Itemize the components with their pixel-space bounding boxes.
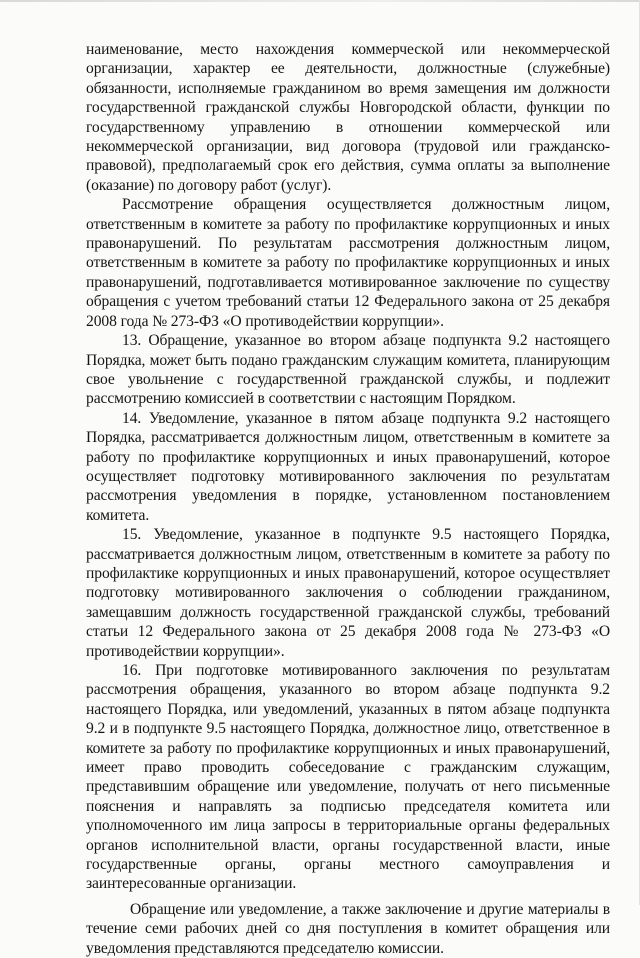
document-page [86, 40, 610, 958]
scan-top-edge [0, 0, 640, 2]
paragraph-item-14: 14. Уведомление, указанное в пятом абзаце подпункта 9.2 настоящего Порядка, рассматривается должностным лицом, ответственным в комитете за работу по профилактике коррупционных и иных правонарушений, которое осуществляет подготовку мотивированного заключения по результатам рассмотрения уведомления в порядке, установленном постановлением комитета. [86, 409, 610, 524]
paragraph-item-13: 13. Обращение, указанное во втором абзаце подпункта 9.2 настоящего Порядка, может быть подано гражданским служащим комитета, планирующим свое увольнение с государственной гражданской службы, и подлежит рассмотрению комиссией в соответствии с настоящим Порядком. [86, 332, 610, 408]
paragraph-item-16: 16. При подготовке мотивированного заключения по результатам рассмотрения обращения, указанного во втором абзаце подпункта 9.2 настоящего Порядка, или уведомлений, указанных в пятом абзаце подпункта 9.2 и в подпункте 9.5 настоящего Порядка, должностное лицо, ответственное в комитете за работу по профилактике коррупционных и иных правонарушений, имеет право проводить собеседование с гражданским служащим, представившим обращение или уведомление, получать от него письменные пояснения и направлять за подписью председателя комитета или уполномоченного им лица запросы в территориальные органы федеральных органов исполнительной власти, органы государственной власти, иные государственные органы, органы местного самоуправления и заинтересованные организации. [86, 662, 610, 893]
paragraph-continuation: наименование, место нахождения коммерческой или некоммерческой организации, характер ее деятельности, должностные (служебные) обязанности, исполняемые гражданином во время замещения им должности государственной гражданской службы Новгородской области, функции по государственному управлению в отношении коммерческой или некоммерческой организации, вид договора (трудовой или гражданско-правовой), предполагаемый срок его действия, сумма оплаты за выполнение (оказание) по договору работ (услуг). [86, 41, 610, 194]
paragraph-item-15: 15. Уведомление, указанное в подпункте 9.5 настоящего Порядка, рассматривается должностным лицом, ответственным в комитете за работу по профилактике коррупционных и иных правонарушений, которое осуществляет подготовку мотивированного заключения о соблюдении гражданином, замещавшим должность государственной гражданской службы, требований статьи 12 Федерального закона от 25 декабря 2008 года № 273-ФЗ «О противодействии коррупции». [86, 526, 610, 660]
paragraph-final: Обращение или уведомление, а также заключение и другие материалы в течение семи рабочих дней со дня поступления в комитет обращения или уведомления представляются председателю комиссии. [86, 900, 610, 957]
paragraph-review-of-request: Рассмотрение обращения осуществляется должностным лицом, ответственным в комитете за работу по профилактике коррупционных и иных правонарушений. По результатам рассмотрения должностным лицом, ответственным в комитете за работу по профилактике коррупционных и иных правонарушений, подготавливается мотивированное заключение по существу обращения с учетом требований статьи 12 Федерального закона от 25 декабря 2008 года № 273-ФЗ «О противодействии коррупции». [86, 196, 610, 330]
